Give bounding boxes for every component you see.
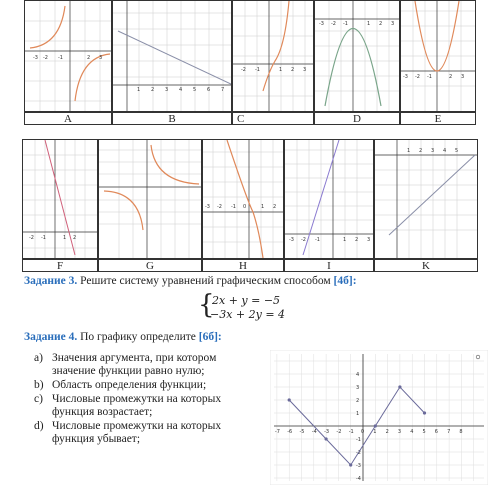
label-d: D: [314, 112, 400, 125]
question-b: [24, 379, 254, 392]
graph-b: [113, 1, 232, 112]
svg-text:2: 2: [273, 204, 277, 210]
question-a-mark: a): [34, 352, 43, 364]
label-b: B: [112, 112, 232, 125]
graph-e: [401, 1, 476, 112]
graph-cell-d: [314, 0, 400, 112]
graph-cell-c: [232, 0, 314, 112]
svg-text:-3: -3: [289, 237, 294, 243]
graph-cell-g: [98, 139, 202, 259]
svg-text:2: 2: [449, 74, 453, 80]
graph-h: [203, 140, 284, 259]
function-point: [349, 463, 352, 466]
svg-text:2: 2: [73, 235, 77, 241]
label-a: A: [24, 112, 112, 125]
svg-text:7: 7: [221, 87, 225, 93]
svg-text:3: 3: [391, 21, 395, 27]
svg-text:2: 2: [419, 148, 423, 154]
svg-text:1: 1: [367, 21, 371, 27]
svg-text:-2: -2: [331, 21, 336, 27]
y-tick-label: 4: [356, 372, 360, 378]
x-tick-label: 0: [361, 429, 365, 435]
x-tick-label: -5: [299, 429, 305, 435]
svg-text:1: 1: [407, 148, 411, 154]
label-k: K: [374, 259, 478, 272]
y-tick-label: -4: [356, 476, 361, 482]
y-tick-label: -3: [356, 463, 361, 469]
function-point: [288, 398, 291, 401]
question-b-mark: b): [34, 379, 44, 391]
graph-d: [315, 1, 400, 112]
y-tick-label: 3: [356, 385, 360, 391]
task3-title: Задание 3.: [24, 275, 78, 287]
system-brace: {: [198, 290, 215, 320]
equation-1: 2x + y = −5: [212, 294, 281, 307]
label-c: C: [232, 112, 314, 125]
graph-f: [23, 140, 98, 259]
x-tick-label: 3: [397, 429, 402, 435]
y-tick-label: 1: [356, 411, 360, 417]
y-tick-label: -2: [356, 450, 361, 456]
question-d-text: Числовые промежутки на которых функция убывает;: [52, 420, 222, 445]
label-e: E: [400, 112, 476, 125]
question-c: [24, 393, 254, 419]
svg-text:-3: -3: [403, 74, 408, 80]
task3-points: [4б]:: [333, 275, 357, 287]
label-h: H: [202, 259, 284, 272]
svg-text:2: 2: [151, 87, 155, 93]
svg-text:-3: -3: [33, 55, 38, 61]
svg-text:-2: -2: [217, 204, 222, 210]
x-tick-label: -7: [274, 429, 280, 435]
question-c-mark: c): [34, 393, 43, 405]
x-tick-label: -2: [336, 429, 342, 435]
x-tick-label: 1: [373, 429, 377, 435]
svg-text:-3: -3: [319, 21, 324, 27]
svg-text:1: 1: [63, 235, 67, 241]
svg-text:4: 4: [443, 148, 447, 154]
question-a-text: Значения аргумента, при котором значение функции равно нулю;: [52, 352, 217, 377]
graph-c: [233, 1, 314, 112]
svg-text:-1: -1: [58, 55, 63, 61]
task3-text: Решите систему уравнений графическим способом: [80, 275, 331, 287]
svg-text:2: 2: [379, 21, 383, 27]
svg-text:-1: -1: [41, 235, 46, 241]
svg-text:-1: -1: [343, 21, 348, 27]
task4-text: По графику определите: [80, 331, 196, 343]
svg-text:3: 3: [431, 148, 435, 154]
svg-text:4: 4: [179, 87, 183, 93]
svg-text:3: 3: [303, 67, 307, 73]
question-a: [24, 352, 254, 378]
svg-text:2: 2: [87, 55, 91, 61]
svg-text:-3: -3: [205, 204, 210, 210]
svg-text:3: 3: [461, 74, 465, 80]
x-tick-label: 4: [410, 429, 414, 435]
x-tick-label: 7: [447, 429, 451, 435]
svg-text:-1: -1: [231, 204, 236, 210]
x-tick-label: -1: [348, 429, 354, 435]
svg-text:-1: -1: [255, 67, 260, 73]
x-tick-label: -6: [287, 429, 293, 435]
task3-line: [24, 274, 484, 288]
svg-text:5: 5: [193, 87, 197, 93]
question-d-mark: d): [34, 420, 44, 432]
svg-text:3: 3: [165, 87, 169, 93]
task4-title: Задание 4.: [24, 331, 78, 343]
y-tick-label: -1: [356, 437, 361, 443]
graph-i: [285, 140, 374, 259]
label-f: F: [22, 259, 98, 272]
svg-text:5: 5: [455, 148, 459, 154]
task4-points: [6б]:: [198, 331, 222, 343]
graph-cell-b: [112, 0, 232, 112]
function-point: [325, 437, 328, 440]
svg-text:1: 1: [343, 237, 347, 243]
graph-cell-i: [284, 139, 374, 259]
svg-text:-1: -1: [427, 74, 432, 80]
svg-text:-2: -2: [415, 74, 420, 80]
svg-text:3: 3: [99, 55, 103, 61]
question-list: [24, 352, 254, 447]
function-point: [398, 385, 401, 388]
graph-a: [25, 1, 112, 112]
x-tick-label: 6: [434, 429, 438, 435]
svg-text:-2: -2: [301, 237, 306, 243]
x-tick-label: 8: [459, 429, 463, 435]
graph-cell-e: [400, 0, 476, 112]
equation-2: −3x + 2y = 4: [210, 308, 286, 321]
svg-text:1: 1: [137, 87, 141, 93]
function-point: [423, 411, 426, 414]
x-tick-label: 5: [422, 429, 426, 435]
graph-cell-k: [374, 139, 478, 259]
graph-k: [375, 140, 478, 259]
svg-text:1: 1: [279, 67, 283, 73]
task4-line: [24, 330, 324, 344]
question-b-text: Область определения функции;: [52, 379, 207, 391]
svg-text:6: 6: [207, 87, 211, 93]
function-point: [374, 424, 377, 427]
svg-text:-2: -2: [29, 235, 34, 241]
svg-text:-2: -2: [241, 67, 246, 73]
svg-text:-2: -2: [43, 55, 48, 61]
x-tick-label: 2: [385, 429, 389, 435]
svg-text:-1: -1: [315, 237, 320, 243]
question-c-text: Числовые промежутки на которых функция возрастает;: [52, 393, 222, 418]
graph-cell-h: [202, 139, 284, 259]
graph-cell-f: [22, 139, 98, 259]
y-tick-label: 2: [356, 398, 360, 404]
label-g: G: [98, 259, 202, 272]
svg-text:2: 2: [291, 67, 295, 73]
x-tick-label: -3: [324, 429, 330, 435]
svg-text:1: 1: [261, 204, 265, 210]
svg-text:2: 2: [355, 237, 359, 243]
graph-g: [99, 140, 202, 259]
question-d: [24, 420, 254, 446]
graph-cell-a: [24, 0, 112, 112]
svg-text:0: 0: [243, 204, 247, 210]
label-i: I: [284, 259, 374, 272]
svg-text:3: 3: [367, 237, 371, 243]
task4-graph: [270, 350, 488, 485]
x-tick-label: -4: [311, 429, 317, 435]
